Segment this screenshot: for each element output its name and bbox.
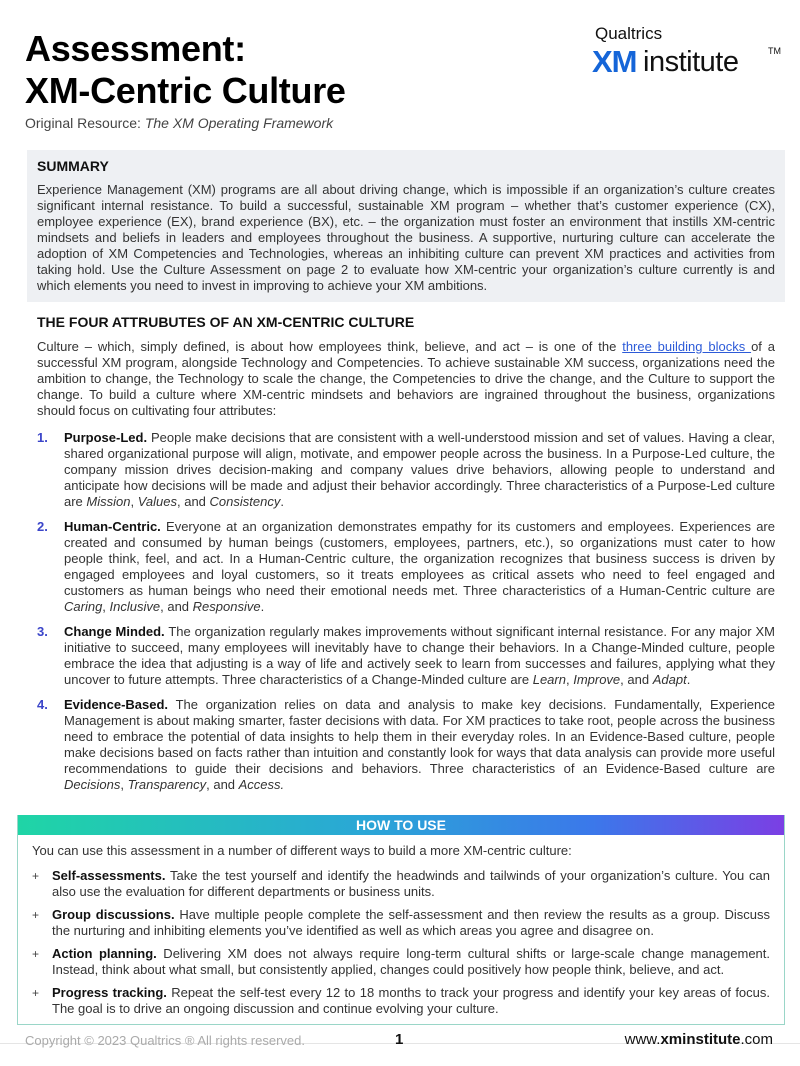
separator: . [260,599,265,614]
characteristic: Consistency [209,494,281,509]
separator: , [565,672,574,687]
characteristic: Caring [64,599,103,614]
summary-body: Experience Management (XM) programs are all about driving change, which is impossible if an organization’s culture creates significant internal resistance. To build a successful, sustainable XM program – whether that’s customer experience (CX), employee experience (EX), brand experience (BX), etc. – the organization must foster an environment that instills XM-centric mindsets and beliefs in leaders and employees throughout the business. A supportive, nurturing culture can accelerate the adoption of XM Competencies and Technologies, whereas an inhibiting culture can prevent XM practices and activities from taking hold. Use the Culture Assessment on page 2 to evaluate how XM-centric your organization’s culture currently is and which elements you need to invest in improving to achieve your XM ambitions. [37,182,775,293]
characteristic: Decisions [64,777,121,792]
intro-before: Culture – which, simply defined, is about how employees think, believe, and act – is one of the [37,339,623,354]
attributes-intro [37,339,775,419]
separator: , [102,599,110,614]
item-title: Self-assessments. [52,868,166,883]
attribute-number: 3. [37,624,48,639]
how-to-use-body [18,835,784,1017]
summary-heading: SUMMARY [37,158,109,174]
how-to-use-section [17,815,785,1025]
separator: , [120,777,128,792]
attribute-text: The organization regularly makes improvements without significant internal resistance. For any major XM initiative to succeed, many employees will inevitably have to change their behaviors. In a Change-Minded culture, people embrace the idea that adjusting is a way of life and actively seek to learn from successes and failures, applying what they uncover to future attempts. Three characteristics of a Change-Minded culture are [64,624,775,687]
subtitle-source: The XM Operating Framework [144,115,334,131]
characteristic: Transparency [127,777,207,792]
characteristic: Access. [238,777,285,792]
logo-qualtrics-text: Qualtrics [595,24,663,43]
attribute-title: Human-Centric. [64,519,161,534]
subtitle-prefix: Original Resource: [25,115,145,131]
attribute-title: Purpose-Led. [64,430,148,445]
item-text: Delivering XM does not always require long-term cultural shifts or large-scale change management. Instead, think about what small, but consistently applied, changes could positively how people think, believe, and act. [52,946,770,977]
attribute-item-evidence-based [37,697,775,793]
characteristic: Values [137,494,177,509]
summary-section [27,150,785,302]
characteristic: Improve [573,672,621,687]
attribute-title: Change Minded. [64,624,165,639]
separator: . [686,672,691,687]
url-suffix: .com [740,1031,773,1048]
plus-bullet-icon: + [32,947,40,961]
attribute-item-human-centric [37,519,775,615]
item-title: Group discussions. [52,907,175,922]
characteristic: Learn [532,672,566,687]
separator: , [130,494,138,509]
attribute-text: Everyone at an organization demonstrates empathy for its customers and employees. Experiences are created and consumed by human beings (customers, employees, partners, etc.), so organizations must cater to how people think, feel, and act. In a Human-Centric culture, the organization recognizes that business success is driven by engaged employees and loyal customers, so it treats employees as critical assets who need to feel engaged and customers as human beings who need their emotional needs met. Three characteristics of a Human-Centric culture are [64,519,775,598]
page-number: 1 [395,1031,404,1048]
logo-institute-text: institute [643,46,739,78]
characteristic: Mission [86,494,131,509]
attribute-text: People make decisions that are consistent with a well-understood mission and set of values. Having a clear, shared organizational purpose will align, motivate, and empower people across the business. In a Purpose-Led culture, the company mission drives decision-making and company values drive behaviors, allowing people to understand and anticipate how decisions will be made and adjust their behavior accordingly. Three characteristics of a Purpose-Led culture are [64,430,775,509]
logo-xm-text: XM [592,44,637,79]
plus-bullet-icon: + [32,986,40,1000]
separator: . [280,494,284,509]
item-text: Take the test yourself and identify the headwinds and tailwinds of your organization’s culture. You can also use the evaluation for different departments or business units. [52,868,770,899]
separator: , and [206,777,239,792]
how-to-use-item-group-discussions [32,907,770,939]
separator: , and [620,672,653,687]
three-building-blocks-link[interactable]: three building blocks [622,339,752,354]
item-title: Progress tracking. [52,985,167,1000]
xm-institute-logo [592,24,782,84]
how-to-use-item-self-assessments [32,868,770,900]
page-title [25,28,346,112]
characteristic: Adapt [652,672,687,687]
how-to-use-item-progress-tracking [32,985,770,1017]
attribute-item-purpose-led [37,430,775,510]
plus-bullet-icon: + [32,908,40,922]
attribute-item-change-minded [37,624,775,688]
attribute-text: The organization relies on data and analysis to make key decisions. Fundamentally, Experience Management is about making smarter, faster decisions with data. For XM practices to take root, people across the business need to embrace the potential of data insights to help them in their everyday roles. In an Evidence-Based culture, people make decisions based on facts rather than intuition and constantly look for ways that data analysis can provide more useful recommendations to guide their decisions and behaviors. Three characteristics of an Evidence-Based culture are [64,697,775,776]
footer-url[interactable] [625,1031,773,1048]
how-to-use-lead: You can use this assessment in a number of different ways to build a more XM-centric culture: [32,843,572,858]
attribute-title: Evidence-Based. [64,697,169,712]
intro-after: of a successful XM program, alongside Technology and Competencies. To achieve sustainable XM success, organizations need the ambition to change, the Technology to scale the change, the Competencies to drive the change, and the Culture to support the change. To build a culture where XM-centric mindsets and behaviors are ingrained throughout the business, organizations should focus on cultivating four attributes: [37,339,775,418]
separator: , and [177,494,210,509]
url-domain: xminstitute [660,1031,741,1048]
attributes-heading: THE FOUR ATTRUBUTES OF AN XM-CENTRIC CULTURE [37,314,415,330]
item-title: Action planning. [52,946,157,961]
title-line-2: XM-Centric Culture [25,70,346,111]
title-line-1: Assessment: [25,28,246,69]
item-text: Have multiple people complete the self-assessment and then review the results as a group. Discuss the nurturing and inhibiting elements you’ve identified as well as which areas you agree and disagree on. [52,907,770,938]
url-prefix: www. [624,1031,661,1048]
footer-copyright: Copyright © 2023 Qualtrics ® All rights reserved. [25,1033,305,1048]
four-attributes-section [37,314,775,802]
characteristic: Inclusive [109,599,161,614]
how-to-use-item-action-planning [32,946,770,978]
characteristic: Responsive [192,599,261,614]
attributes-list [37,430,775,793]
how-to-use-heading: HOW TO USE [18,815,784,835]
plus-bullet-icon: + [32,869,40,883]
attribute-number: 4. [37,697,48,712]
separator: , and [160,599,193,614]
attribute-number: 2. [37,519,48,534]
attribute-number: 1. [37,430,48,445]
logo-trademark: TM [768,46,781,56]
how-to-use-list [32,868,770,1017]
item-text: Repeat the self-test every 12 to 18 months to track your progress and identify your key areas of focus. The goal is to drive an ongoing discussion and continue evolving your culture. [52,985,771,1016]
original-resource [25,115,333,131]
